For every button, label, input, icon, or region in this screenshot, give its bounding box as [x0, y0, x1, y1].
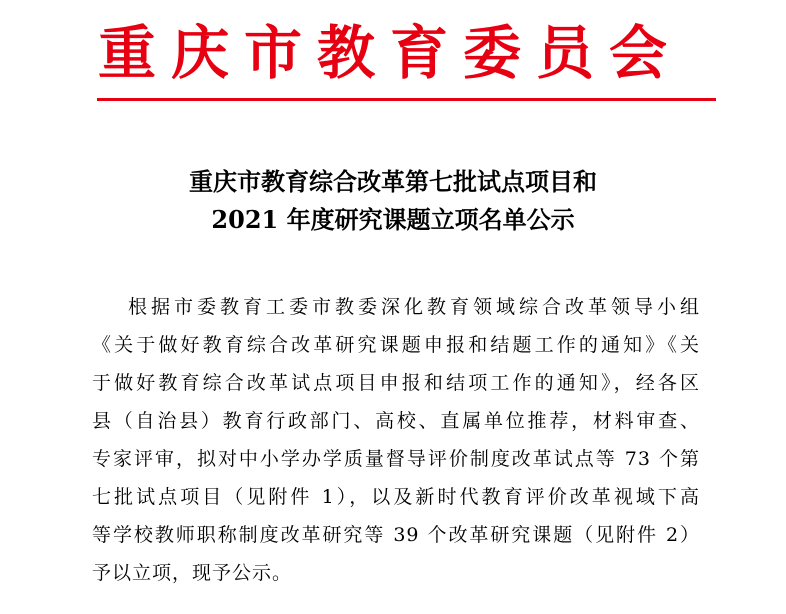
body-line-5: 专家评审，拟对中小学办学质量督导评价制度改革试点等 73 个第 [92, 448, 700, 470]
letterhead-red-rule [97, 98, 716, 101]
body-line-7: 等学校教师职称制度改革研究等 39 个改革研究课题（见附件 2） [92, 524, 700, 546]
body-line-6: 七批试点项目（见附件 1），以及新时代教育评价改革视域下高 [92, 486, 700, 508]
body-line-4: 县（自治县）教育行政部门、高校、直属单位推荐，材料审查、 [92, 410, 700, 432]
letterhead-org-name: 重庆市教育委员会 [97, 19, 682, 87]
body-line-2: 《关于做好教育综合改革研究课题申报和结题工作的通知》《关 [92, 334, 700, 356]
body-line-1: 根据市委教育工委市教委深化教育领域综合改革领导小组 [128, 296, 700, 318]
document-title-line-1: 重庆市教育综合改革第七批试点项目和 [189, 167, 597, 196]
body-line-3: 于做好教育综合改革试点项目申报和结项工作的通知》，经各区 [92, 372, 700, 394]
document-title-line-2: 2021 年度研究课题立项名单公示 [211, 205, 575, 234]
body-line-8: 予以立项，现予公示。 [92, 562, 293, 584]
